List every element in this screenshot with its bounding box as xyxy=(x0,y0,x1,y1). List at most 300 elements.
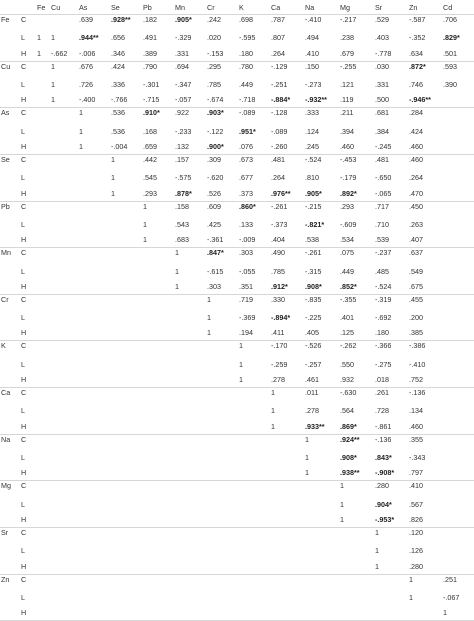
correlation-cell xyxy=(339,574,374,590)
correlation-cell xyxy=(142,294,174,310)
correlation-cell: .120 xyxy=(409,528,423,538)
correlation-cell: .403 xyxy=(375,33,389,43)
element-label xyxy=(0,419,20,435)
correlation-cell: -.273 xyxy=(305,79,322,89)
correlation-cell xyxy=(174,372,206,388)
correlation-cell xyxy=(174,388,206,404)
correlation-cell: -.894* xyxy=(271,313,291,323)
correlation-cell xyxy=(36,590,50,606)
correlation-cell: .355 xyxy=(409,434,423,444)
correlation-cell xyxy=(442,201,474,217)
sample-label: C xyxy=(21,108,27,118)
correlation-cell xyxy=(36,465,50,481)
table-row xyxy=(0,92,474,108)
correlation-cell xyxy=(142,450,174,466)
correlation-cell xyxy=(174,559,206,575)
correlation-cell: .404 xyxy=(270,232,304,248)
correlation-cell xyxy=(442,325,474,341)
correlation-cell xyxy=(50,294,78,310)
correlation-cell xyxy=(36,434,50,450)
element-label: K xyxy=(1,341,6,351)
correlation-cell: -.006 xyxy=(78,46,110,62)
element-label xyxy=(0,512,20,528)
correlation-cell xyxy=(408,605,442,621)
correlation-cell: .694 xyxy=(175,61,189,71)
correlation-cell xyxy=(174,465,206,481)
correlation-cell xyxy=(442,357,474,373)
correlation-cell: -.009 xyxy=(238,232,270,248)
correlation-cell: -.352 xyxy=(409,33,426,43)
correlation-cell: .549 xyxy=(409,266,423,276)
correlation-cell xyxy=(36,170,50,186)
table-row xyxy=(0,388,474,404)
table-row xyxy=(0,201,474,217)
correlation-cell xyxy=(78,325,110,341)
sample-label: C xyxy=(21,154,27,164)
correlation-cell: -.179 xyxy=(340,173,357,183)
correlation-cell: .460 xyxy=(408,139,442,155)
correlation-cell xyxy=(442,419,474,435)
correlation-cell xyxy=(174,496,206,512)
correlation-cell xyxy=(36,559,50,575)
correlation-cell: -.692 xyxy=(375,313,392,323)
correlation-cell: .659 xyxy=(142,139,174,155)
correlation-cell: 1 xyxy=(375,546,379,556)
correlation-cell xyxy=(270,574,304,590)
correlation-cell: .908* xyxy=(340,453,357,463)
sample-label: L xyxy=(21,499,25,509)
correlation-cell: -.662 xyxy=(50,46,78,62)
element-label xyxy=(0,186,20,202)
correlation-cell: -.057 xyxy=(174,92,206,108)
table-header xyxy=(0,0,474,15)
correlation-cell: .180 xyxy=(238,46,270,62)
correlation-cell: 1 xyxy=(238,372,270,388)
table-row xyxy=(0,496,474,512)
correlation-cell xyxy=(174,590,206,606)
correlation-cell xyxy=(110,559,142,575)
correlation-cell xyxy=(238,590,270,606)
sample-label: C xyxy=(21,481,27,491)
correlation-cell xyxy=(270,605,304,621)
correlation-cell: .450 xyxy=(409,201,423,211)
correlation-cell: .132 xyxy=(174,139,206,155)
correlation-cell xyxy=(36,388,50,404)
correlation-cell xyxy=(50,15,78,31)
correlation-cell xyxy=(142,263,174,279)
correlation-cell: .180 xyxy=(374,325,408,341)
sample-label: H xyxy=(20,232,36,248)
correlation-cell xyxy=(142,310,174,326)
table-row xyxy=(0,154,474,170)
sample-label: L xyxy=(21,313,25,323)
correlation-cell xyxy=(78,388,110,404)
correlation-cell: 1 xyxy=(79,126,83,136)
correlation-cell xyxy=(442,186,474,202)
correlation-cell xyxy=(110,419,142,435)
correlation-cell: 1 xyxy=(206,325,238,341)
correlation-cell: -.526 xyxy=(305,341,322,351)
table-row xyxy=(0,310,474,326)
correlation-cell xyxy=(78,590,110,606)
correlation-cell xyxy=(50,108,78,124)
correlation-cell: .331 xyxy=(174,46,206,62)
table-row xyxy=(0,574,474,590)
correlation-cell: .133 xyxy=(239,219,253,229)
correlation-cell xyxy=(36,154,50,170)
table-row xyxy=(0,559,474,575)
correlation-cell: -.136 xyxy=(409,388,426,398)
correlation-cell xyxy=(50,217,78,233)
sample-label: L xyxy=(21,266,25,276)
table-row xyxy=(0,543,474,559)
element-label xyxy=(0,232,20,248)
correlation-cell xyxy=(36,217,50,233)
correlation-cell: 1 xyxy=(36,46,50,62)
correlation-cell: -.908* xyxy=(374,465,408,481)
correlation-cell xyxy=(36,325,50,341)
column-header: Zn xyxy=(408,0,442,15)
element-label xyxy=(0,263,20,279)
correlation-cell: 1 xyxy=(50,92,78,108)
correlation-cell xyxy=(78,217,110,233)
table-row xyxy=(0,481,474,497)
correlation-cell: -.215 xyxy=(305,201,322,211)
correlation-cell: .158 xyxy=(175,201,189,211)
correlation-cell: .938** xyxy=(339,465,374,481)
correlation-cell xyxy=(36,310,50,326)
correlation-cell xyxy=(206,465,238,481)
correlation-cell: 1 xyxy=(79,108,83,118)
correlation-cell xyxy=(442,279,474,295)
correlation-cell: .637 xyxy=(409,248,423,258)
correlation-cell xyxy=(50,325,78,341)
correlation-cell: .410 xyxy=(409,481,423,491)
correlation-cell xyxy=(36,279,50,295)
table-row xyxy=(0,528,474,544)
correlation-cell: 1 xyxy=(239,341,243,351)
correlation-cell: .922 xyxy=(175,108,189,118)
correlation-cell: .346 xyxy=(110,46,142,62)
correlation-cell xyxy=(36,574,50,590)
correlation-cell: .194 xyxy=(238,325,270,341)
element-label xyxy=(0,46,20,62)
correlation-cell: .303 xyxy=(239,248,253,258)
correlation-cell xyxy=(78,279,110,295)
correlation-cell: -.089 xyxy=(271,126,288,136)
correlation-cell: .411 xyxy=(270,325,304,341)
correlation-cell: -.369 xyxy=(239,313,256,323)
correlation-cell: .550 xyxy=(340,359,354,369)
correlation-cell xyxy=(339,543,374,559)
correlation-cell: 1 xyxy=(207,294,211,304)
element-label xyxy=(0,170,20,186)
table-row xyxy=(0,357,474,373)
correlation-cell: .168 xyxy=(143,126,157,136)
correlation-cell xyxy=(110,232,142,248)
correlation-cell: .020 xyxy=(207,33,221,43)
correlation-cell xyxy=(78,357,110,373)
correlation-cell xyxy=(270,512,304,528)
correlation-cell: -.361 xyxy=(206,232,238,248)
correlation-cell: .852* xyxy=(339,279,374,295)
correlation-cell: 1 xyxy=(142,232,174,248)
correlation-cell: .860* xyxy=(239,201,256,211)
correlation-cell: -.524 xyxy=(374,279,408,295)
column-header: Sr xyxy=(374,0,408,15)
correlation-cell xyxy=(442,372,474,388)
correlation-cell: 1 xyxy=(111,154,115,164)
correlation-cell: .673 xyxy=(239,154,253,164)
correlation-cell xyxy=(304,559,339,575)
column-header: Mn xyxy=(174,0,206,15)
sample-label: L xyxy=(21,406,25,416)
correlation-cell xyxy=(36,403,50,419)
sample-label: C xyxy=(21,388,27,398)
correlation-cell xyxy=(110,372,142,388)
table-row xyxy=(0,217,474,233)
correlation-cell xyxy=(442,481,474,497)
sample-label: C xyxy=(21,528,27,538)
element-label xyxy=(0,590,20,606)
element-label: Ca xyxy=(1,388,11,398)
correlation-cell: .904* xyxy=(375,499,392,509)
correlation-cell xyxy=(206,341,238,357)
correlation-cell: .719 xyxy=(239,294,253,304)
correlation-cell xyxy=(174,419,206,435)
correlation-cell xyxy=(78,248,110,264)
correlation-cell: -.136 xyxy=(375,434,392,444)
correlation-cell xyxy=(78,232,110,248)
correlation-cell: .242 xyxy=(207,15,221,24)
correlation-cell: 1 xyxy=(339,512,374,528)
correlation-cell xyxy=(50,279,78,295)
correlation-cell: -.319 xyxy=(375,294,392,304)
correlation-cell: .124 xyxy=(305,126,319,136)
table-row xyxy=(0,170,474,186)
correlation-cell xyxy=(442,263,474,279)
correlation-cell: -.315 xyxy=(305,266,322,276)
correlation-cell xyxy=(339,528,374,544)
correlation-cell: .125 xyxy=(339,325,374,341)
correlation-cell: -.410 xyxy=(305,15,322,24)
correlation-cell: .676 xyxy=(79,61,93,71)
correlation-cell: .746 xyxy=(409,79,423,89)
correlation-cell xyxy=(78,201,110,217)
correlation-cell xyxy=(50,481,78,497)
correlation-cell xyxy=(36,496,50,512)
correlation-cell: -.301 xyxy=(143,79,160,89)
table-row xyxy=(0,123,474,139)
correlation-cell: .030 xyxy=(375,61,389,71)
correlation-cell: 1 xyxy=(409,574,413,584)
correlation-cell: 1 xyxy=(304,465,339,481)
element-label xyxy=(0,92,20,108)
sample-label: H xyxy=(20,559,36,575)
sample-label: C xyxy=(21,341,27,351)
correlation-cell xyxy=(78,450,110,466)
correlation-cell xyxy=(142,512,174,528)
correlation-cell xyxy=(36,481,50,497)
correlation-cell xyxy=(50,574,78,590)
correlation-cell xyxy=(442,543,474,559)
correlation-cell: .264 xyxy=(409,173,423,183)
column-header: K xyxy=(238,0,270,15)
correlation-cell: 1 xyxy=(37,33,41,43)
element-label xyxy=(0,77,20,93)
correlation-cell: -.237 xyxy=(375,248,392,258)
element-label xyxy=(0,279,20,295)
correlation-cell: 1 xyxy=(78,139,110,155)
correlation-cell xyxy=(142,590,174,606)
correlation-cell: -.609 xyxy=(340,219,357,229)
correlation-cell xyxy=(36,372,50,388)
correlation-cell: .150 xyxy=(305,61,319,71)
correlation-cell xyxy=(270,528,304,544)
correlation-cell: .425 xyxy=(207,219,221,229)
table-row xyxy=(0,77,474,93)
correlation-cell: -.575 xyxy=(175,173,192,183)
correlation-cell xyxy=(36,528,50,544)
element-label: Zn xyxy=(1,574,10,584)
correlation-cell: .829* xyxy=(443,33,460,43)
correlation-cell: 1 xyxy=(305,434,309,444)
correlation-cell: .284 xyxy=(409,108,423,118)
table-row xyxy=(0,232,474,248)
correlation-cell xyxy=(36,450,50,466)
correlation-cell: -.245 xyxy=(374,139,408,155)
correlation-cell: .892* xyxy=(339,186,374,202)
correlation-cell xyxy=(36,139,50,155)
correlation-cell xyxy=(50,559,78,575)
correlation-cell xyxy=(36,419,50,435)
correlation-cell: -.400 xyxy=(78,92,110,108)
table-row xyxy=(0,605,474,621)
table-body xyxy=(0,15,474,621)
correlation-cell xyxy=(110,310,142,326)
correlation-cell xyxy=(50,403,78,419)
correlation-cell: .932 xyxy=(339,372,374,388)
correlation-cell xyxy=(78,186,110,202)
correlation-cell: 1 xyxy=(340,499,344,509)
correlation-cell: -.004 xyxy=(110,139,142,155)
correlation-cell xyxy=(442,170,474,186)
correlation-cell xyxy=(50,232,78,248)
correlation-cell: .263 xyxy=(409,219,423,229)
correlation-cell xyxy=(36,263,50,279)
correlation-cell xyxy=(174,325,206,341)
correlation-cell: 1 xyxy=(442,605,474,621)
correlation-cell: .460 xyxy=(409,154,423,164)
correlation-cell: -.946** xyxy=(408,92,442,108)
element-label: Se xyxy=(1,154,10,164)
correlation-cell xyxy=(238,403,270,419)
correlation-cell xyxy=(142,496,174,512)
sample-label: L xyxy=(21,453,25,463)
correlation-cell xyxy=(238,574,270,590)
correlation-cell: .424 xyxy=(111,61,125,71)
correlation-cell xyxy=(206,512,238,528)
correlation-cell xyxy=(174,528,206,544)
correlation-cell: .264 xyxy=(270,46,304,62)
correlation-cell xyxy=(110,294,142,310)
correlation-cell: .390 xyxy=(443,79,457,89)
correlation-cell xyxy=(78,512,110,528)
correlation-cell: 1 xyxy=(110,186,142,202)
correlation-cell xyxy=(142,419,174,435)
correlation-cell: .639 xyxy=(79,15,93,24)
correlation-cell xyxy=(110,357,142,373)
element-label xyxy=(0,30,20,46)
correlation-cell: -.835 xyxy=(305,294,322,304)
correlation-cell: .280 xyxy=(408,559,442,575)
correlation-cell xyxy=(270,559,304,575)
correlation-cell: .264 xyxy=(271,173,285,183)
table-row xyxy=(0,15,474,31)
correlation-cell xyxy=(36,92,50,108)
correlation-cell: -.453 xyxy=(340,154,357,164)
correlation-cell: 1 xyxy=(340,481,344,491)
correlation-cell xyxy=(36,543,50,559)
column-header: Cd xyxy=(442,0,474,15)
table-row xyxy=(0,30,474,46)
sample-label: H xyxy=(20,325,36,341)
correlation-cell: -.262 xyxy=(340,341,357,351)
correlation-cell xyxy=(142,388,174,404)
column-header: Cr xyxy=(206,0,238,15)
correlation-cell: -.587 xyxy=(409,15,426,24)
table-row xyxy=(0,325,474,341)
correlation-cell: .211 xyxy=(340,108,354,118)
correlation-cell: .933** xyxy=(304,419,339,435)
correlation-cell xyxy=(110,325,142,341)
table-row xyxy=(0,590,474,606)
correlation-cell: .698 xyxy=(239,15,253,24)
correlation-cell xyxy=(50,372,78,388)
sample-label: C xyxy=(21,434,27,444)
table-row xyxy=(0,450,474,466)
correlation-cell xyxy=(206,481,238,497)
correlation-cell xyxy=(78,310,110,326)
correlation-cell xyxy=(36,341,50,357)
correlation-cell: 1 xyxy=(174,279,206,295)
correlation-cell xyxy=(304,481,339,497)
correlation-cell xyxy=(142,605,174,621)
correlation-cell: -.129 xyxy=(271,61,288,71)
correlation-cell xyxy=(174,512,206,528)
element-label xyxy=(0,310,20,326)
correlation-cell xyxy=(78,263,110,279)
correlation-cell xyxy=(50,434,78,450)
correlation-cell: -.386 xyxy=(409,341,426,351)
sample-label: L xyxy=(21,126,25,136)
sample-label: H xyxy=(20,419,36,435)
sample-label: L xyxy=(21,359,25,369)
correlation-cell: .075 xyxy=(340,248,354,258)
correlation-cell xyxy=(110,341,142,357)
element-label xyxy=(0,496,20,512)
correlation-cell xyxy=(206,543,238,559)
correlation-cell xyxy=(110,279,142,295)
correlation-cell: -.595 xyxy=(239,33,256,43)
correlation-cell xyxy=(36,186,50,202)
correlation-cell xyxy=(36,232,50,248)
correlation-cell: .878* xyxy=(174,186,206,202)
correlation-cell xyxy=(442,108,474,124)
correlation-cell xyxy=(206,605,238,621)
correlation-cell xyxy=(442,450,474,466)
correlation-cell xyxy=(50,201,78,217)
